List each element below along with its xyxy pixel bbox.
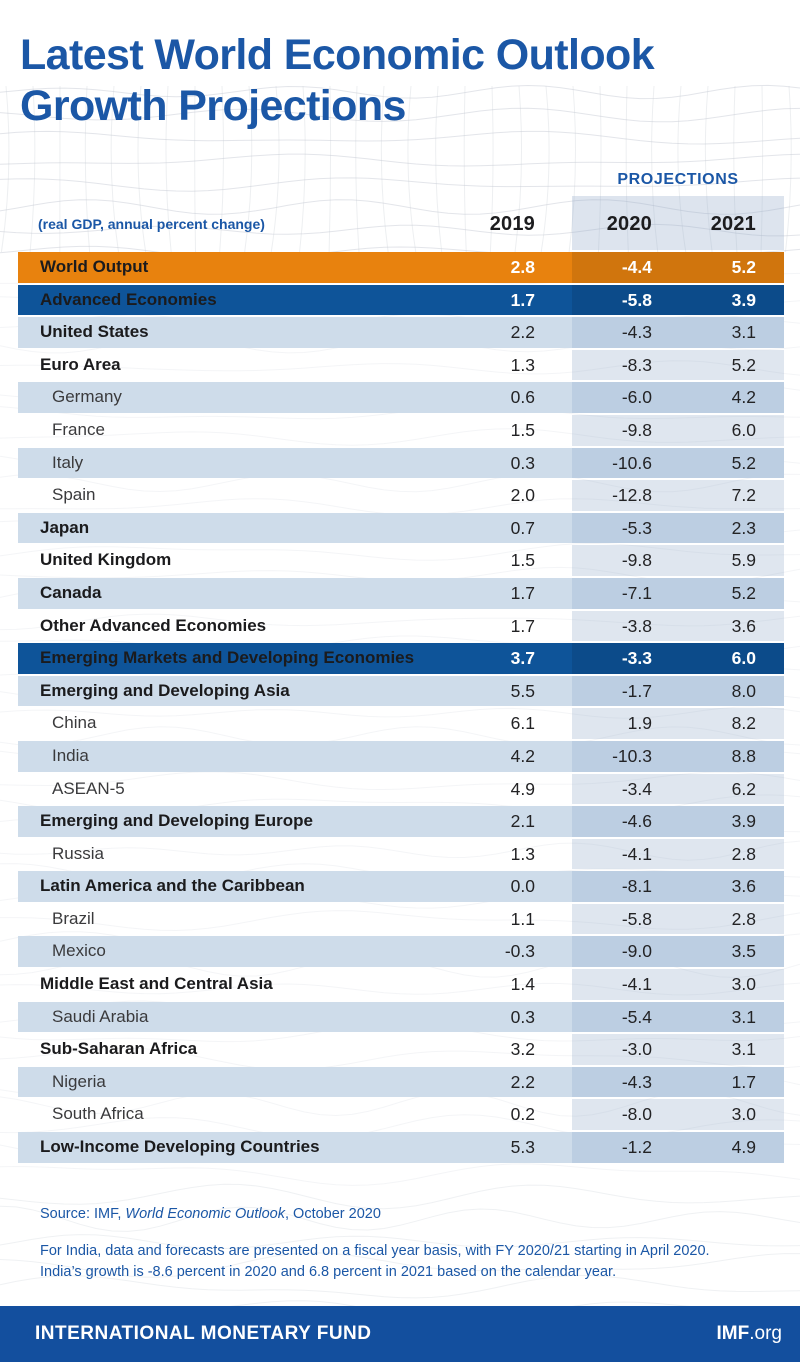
row-label: ASEAN-5 [52,778,125,798]
row-label: Italy [52,452,84,472]
table-row [18,741,784,772]
row-label: World Output [40,257,149,276]
table-row [18,904,784,935]
page-title-line1: Latest World Economic Outlook [20,31,655,79]
table-row [18,578,784,609]
row-label: South Africa [52,1104,144,1124]
source-publication: World Economic Outlook [125,1206,285,1222]
table-row [18,936,784,967]
table-row [18,611,784,642]
imf-website-label [717,1306,782,1362]
imf-website-bold: IMF [716,1323,750,1344]
row-value: 4.9 [731,1137,756,1158]
row-value: -3.3 [621,648,652,669]
row-value: 2.3 [731,517,756,538]
table-row [18,871,784,902]
projections-group-label: PROJECTIONS [617,171,739,188]
row-value: 2.2 [510,1071,535,1092]
table-row [18,350,784,381]
imf-website-suffix: .org [749,1323,782,1344]
row-label: China [52,713,97,733]
row-value: -4.3 [621,322,652,343]
row-value: 2.8 [510,257,535,277]
row-label: Other Advanced Economies [40,615,267,635]
row-value: 3.9 [731,811,756,832]
source-note [40,1206,381,1222]
row-value: 8.2 [731,713,756,734]
row-value: 0.3 [510,1006,535,1027]
row-value: 4.9 [510,778,535,799]
row-value: 1.3 [510,354,535,375]
row-label: Latin America and the Caribbean [40,876,305,896]
row-label: Advanced Economies [40,289,217,309]
table-row [18,643,784,674]
table-subtitle: (real GDP, annual percent change) [38,216,265,232]
projections-table-body [18,252,784,1165]
row-value: 3.5 [731,941,756,962]
row-value: 5.2 [731,257,756,277]
table-row [18,480,784,511]
table-row [18,676,784,707]
row-value: 6.0 [731,419,756,440]
row-value: 8.0 [731,680,756,701]
row-label: Middle East and Central Asia [40,974,273,994]
row-value: 5.9 [731,550,756,571]
page-title-line2: Growth Projections [20,82,406,130]
row-value: 8.8 [731,745,756,766]
row-value: 1.7 [731,1071,756,1092]
row-value: 3.6 [731,615,756,636]
row-value: -10.6 [612,452,652,473]
table-row [18,545,784,576]
row-value: -0.3 [504,941,535,962]
row-label: Emerging Markets and Developing Economies [40,648,415,668]
table-row [18,708,784,739]
row-label: Emerging and Developing Asia [40,680,290,700]
table-row [18,969,784,1000]
row-value: 0.7 [510,517,535,538]
row-value: -4.3 [621,1071,652,1092]
page-title [20,30,654,132]
table-row [18,1034,784,1065]
row-value: 1.7 [510,289,535,310]
row-value: -4.1 [621,843,652,864]
table-row [18,513,784,544]
row-value: -1.7 [621,680,652,701]
row-value: 4.2 [731,387,756,408]
row-label: Japan [40,517,90,537]
table-row [18,806,784,837]
row-value: 2.0 [510,485,535,506]
row-value: -5.3 [621,517,652,538]
india-footnote-line2: India’s growth is -8.6 percent in 2020 and 6.8 percent in 2021 based on the calendar year. [40,1264,617,1280]
table-row [18,448,784,479]
table-row [18,1099,784,1130]
row-value: 1.7 [510,615,535,636]
source-prefix: Source: IMF, [40,1206,126,1222]
row-label: Sub-Saharan Africa [40,1039,198,1059]
row-value: 0.6 [510,387,535,408]
row-value: 1.4 [510,974,535,995]
row-label: Low-Income Developing Countries [40,1137,320,1157]
row-value: -7.1 [621,582,652,603]
row-value: 3.6 [731,876,756,897]
row-label: United Kingdom [40,550,172,570]
row-value: 2.8 [731,843,756,864]
row-value: -4.4 [621,257,652,277]
row-value: 0.2 [510,1104,535,1125]
table-row [18,774,784,805]
row-value: -8.1 [621,876,652,897]
row-value: 3.1 [731,322,756,343]
row-label: Nigeria [52,1071,106,1091]
table-row [18,1002,784,1033]
row-value: 4.2 [510,745,535,766]
row-value: 6.2 [731,778,756,799]
row-value: 3.0 [731,974,756,995]
row-value: -5.8 [621,908,652,929]
table-row [18,1067,784,1098]
row-value: 5.2 [731,582,756,603]
row-value: -4.6 [621,811,652,832]
row-value: -10.3 [612,745,652,766]
row-value: 3.2 [510,1039,535,1060]
row-value: 2.1 [510,811,535,832]
row-value: 1.5 [510,419,535,440]
row-value: -5.8 [621,289,652,310]
row-label: Brazil [52,908,95,928]
row-value: 3.7 [510,648,535,669]
column-header-2021: 2021 [710,213,756,235]
row-value: 7.2 [731,485,756,506]
imf-org-name: INTERNATIONAL MONETARY FUND [35,1323,372,1344]
row-value: -6.0 [621,387,652,408]
row-value: 3.1 [731,1039,756,1060]
row-value: -9.8 [621,550,652,571]
row-value: 3.0 [731,1104,756,1125]
row-value: 6.0 [731,648,756,669]
row-label: United States [40,322,149,342]
row-label: Canada [40,582,102,602]
row-value: 5.3 [510,1137,535,1158]
row-label: Euro Area [40,354,121,374]
column-header-2019: 2019 [489,213,535,235]
column-header-2020: 2020 [606,213,652,235]
row-value: 1.1 [510,908,535,929]
row-value: -3.8 [621,615,652,636]
row-label: India [52,745,89,765]
row-value: -5.4 [621,1006,652,1027]
india-footnote-line1: For India, data and forecasts are presented on a fiscal year basis, with FY 2020/21 starting in April 2020. [40,1243,710,1259]
row-value: 0.0 [510,876,535,897]
table-row [18,415,784,446]
row-label: Russia [52,843,104,863]
row-label: Germany [52,387,122,407]
row-value: -12.8 [612,485,652,506]
row-value: -9.0 [621,941,652,962]
row-value: -8.3 [621,354,652,375]
row-value: 1.3 [510,843,535,864]
row-value: -9.8 [621,419,652,440]
row-label: France [52,419,105,439]
india-footnote [40,1241,710,1283]
row-label: Mexico [52,941,106,961]
table-row [18,1132,784,1163]
row-label: Saudi Arabia [52,1006,149,1026]
row-value: -1.2 [621,1137,652,1158]
row-value: 5.2 [731,452,756,473]
row-value: 2.2 [510,322,535,343]
row-value: 3.9 [731,289,756,310]
row-value: 1.5 [510,550,535,571]
row-value: -8.0 [621,1104,652,1125]
row-value: 1.9 [627,713,652,734]
table-row [18,382,784,413]
row-value: -4.1 [621,974,652,995]
row-value: 6.1 [510,713,535,734]
row-value: 2.8 [731,908,756,929]
footer-bar [0,1306,800,1362]
table-row [18,839,784,870]
row-label: Emerging and Developing Europe [40,811,313,831]
row-value: 5.5 [510,680,535,701]
row-label: Spain [52,485,96,505]
row-value: 1.7 [510,582,535,603]
row-value: 3.1 [731,1006,756,1027]
row-value: 5.2 [731,354,756,375]
row-value: -3.4 [621,778,652,799]
source-suffix: , October 2020 [284,1206,381,1222]
table-row [18,252,784,283]
row-value: 0.3 [510,452,535,473]
table-row [18,317,784,348]
table-row [18,285,784,316]
row-value: -3.0 [621,1039,652,1060]
